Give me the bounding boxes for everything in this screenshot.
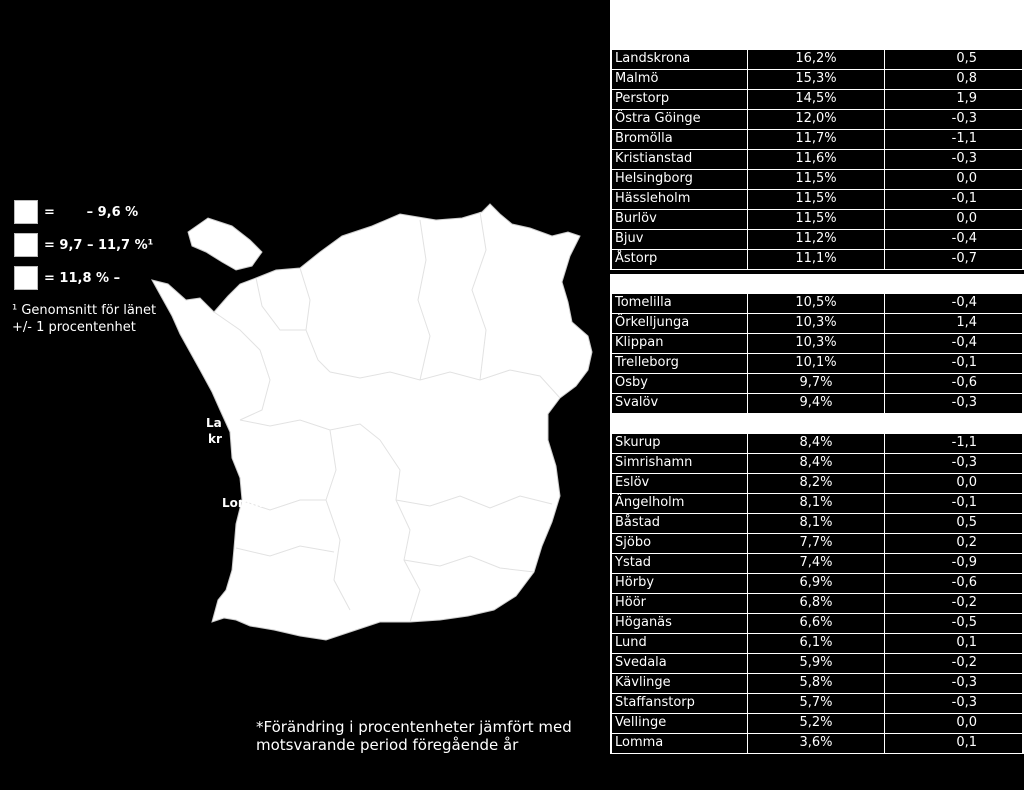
rate-cell: 8,4% [748, 454, 885, 474]
change-cell: 0,2 [885, 534, 1024, 554]
rate-cell: 5,2% [748, 714, 885, 734]
municipality-cell: Landskrona [610, 50, 748, 70]
table-row [610, 250, 1024, 270]
legend-label-mid: = 9,7 – 11,7 %¹ [44, 237, 154, 253]
legend-swatch-mid [14, 233, 38, 257]
table-row [610, 594, 1024, 614]
change-cell: -0,6 [885, 374, 1024, 394]
rate-cell: 7,4% [748, 554, 885, 574]
change-cell: -0,3 [885, 694, 1024, 714]
change-cell: -0,2 [885, 654, 1024, 674]
table-row [610, 494, 1024, 514]
change-cell: -0,9 [885, 554, 1024, 574]
table-header [610, 0, 1024, 50]
rate-cell: 3,6% [748, 734, 885, 754]
change-cell: -0,4 [885, 294, 1024, 314]
table-row [610, 334, 1024, 354]
municipality-cell: Ystad [610, 554, 748, 574]
change-cell: 0,1 [885, 634, 1024, 654]
unemployment-table [610, 0, 1024, 790]
change-cell: 0,5 [885, 50, 1024, 70]
municipality-cell: Hässleholm [610, 190, 748, 210]
change-cell: -0,1 [885, 494, 1024, 514]
legend-note [12, 302, 156, 336]
table-row [610, 70, 1024, 90]
footnote-line1: *Förändring i procentenheter jämfört med [256, 718, 572, 736]
rate-cell: 11,5% [748, 190, 885, 210]
table-row [610, 674, 1024, 694]
table-row [610, 614, 1024, 634]
legend-note-line1: ¹ Genomsnitt för länet [12, 303, 157, 318]
rate-cell: 5,8% [748, 674, 885, 694]
change-cell: 0,0 [885, 170, 1024, 190]
table-group-low [610, 414, 1024, 754]
map-region-kullen [188, 218, 262, 270]
rate-cell: 5,9% [748, 654, 885, 674]
change-cell: -0,6 [885, 574, 1024, 594]
table-row [610, 394, 1024, 414]
municipality-cell: Ängelholm [610, 494, 748, 514]
rate-cell: 11,5% [748, 210, 885, 230]
rate-cell: 15,3% [748, 70, 885, 90]
rate-cell: 5,7% [748, 694, 885, 714]
table-row [610, 294, 1024, 314]
change-cell: -0,2 [885, 594, 1024, 614]
map-label-vellinge: V [232, 582, 242, 596]
rate-cell: 8,2% [748, 474, 885, 494]
table-group-low-label [610, 414, 1024, 434]
legend-label-high: = 11,8 % – [44, 270, 121, 286]
municipality-cell: Skurup [610, 434, 748, 454]
rate-cell: 6,1% [748, 634, 885, 654]
change-cell: -0,1 [885, 354, 1024, 374]
table-row [610, 314, 1024, 334]
table-row [610, 110, 1024, 130]
rate-cell: 10,3% [748, 334, 885, 354]
table-row [610, 634, 1024, 654]
change-cell: -0,7 [885, 250, 1024, 270]
rate-cell: 8,4% [748, 434, 885, 454]
municipality-cell: Kristianstad [610, 150, 748, 170]
map-label-landskrona-1: La [206, 416, 222, 430]
table-row [610, 694, 1024, 714]
rate-cell: 9,7% [748, 374, 885, 394]
municipality-cell: Höganäs [610, 614, 748, 634]
municipality-cell: Åstorp [610, 250, 748, 270]
table-row [610, 374, 1024, 394]
rate-cell: 11,5% [748, 170, 885, 190]
municipality-cell: Vellinge [610, 714, 748, 734]
municipality-cell: Sjöbo [610, 534, 748, 554]
footnote-line2: motsvarande period föregående år [256, 736, 519, 754]
change-cell: -0,3 [885, 110, 1024, 130]
municipality-cell: Malmö [610, 70, 748, 90]
table-row [610, 534, 1024, 554]
change-cell: -0,4 [885, 230, 1024, 250]
table-row [610, 170, 1024, 190]
change-cell: -0,5 [885, 614, 1024, 634]
change-cell: -1,1 [885, 434, 1024, 454]
legend-swatch-high [14, 266, 38, 290]
municipality-cell: Tomelilla [610, 294, 748, 314]
table-row [610, 90, 1024, 110]
change-cell: 0,0 [885, 714, 1024, 734]
rate-cell: 8,1% [748, 514, 885, 534]
municipality-cell: Höör [610, 594, 748, 614]
municipality-cell: Perstorp [610, 90, 748, 110]
rate-cell: 11,6% [748, 150, 885, 170]
change-cell: 0,0 [885, 210, 1024, 230]
table-group-high [610, 50, 1024, 270]
change-cell: -0,4 [885, 334, 1024, 354]
municipality-cell: Eslöv [610, 474, 748, 494]
change-cell: -0,1 [885, 190, 1024, 210]
municipality-cell: Helsingborg [610, 170, 748, 190]
rate-cell: 6,6% [748, 614, 885, 634]
change-cell: -0,3 [885, 454, 1024, 474]
rate-cell: 10,1% [748, 354, 885, 374]
table-row [610, 514, 1024, 534]
table-row [610, 474, 1024, 494]
table-row [610, 714, 1024, 734]
table-row [610, 454, 1024, 474]
table-row [610, 434, 1024, 454]
change-cell: -0,3 [885, 394, 1024, 414]
change-cell: 0,1 [885, 734, 1024, 754]
municipality-cell: Båstad [610, 514, 748, 534]
table-row [610, 654, 1024, 674]
municipality-cell: Trelleborg [610, 354, 748, 374]
rate-cell: 10,3% [748, 314, 885, 334]
change-cell: 0,5 [885, 514, 1024, 534]
table-row [610, 554, 1024, 574]
rate-cell: 16,2% [748, 50, 885, 70]
municipality-cell: Burlöv [610, 210, 748, 230]
municipality-cell: Osby [610, 374, 748, 394]
table-group-high-label [610, 274, 1024, 294]
municipality-cell: Bjuv [610, 230, 748, 250]
table-row [610, 574, 1024, 594]
table-row [610, 210, 1024, 230]
map-label-burlov: Burl [236, 524, 264, 538]
legend-item-low [14, 200, 138, 224]
rate-cell: 14,5% [748, 90, 885, 110]
table-row [610, 150, 1024, 170]
municipality-cell: Staffanstorp [610, 694, 748, 714]
change-cell: 0,0 [885, 474, 1024, 494]
change-cell: -0,3 [885, 674, 1024, 694]
municipality-cell: Lund [610, 634, 748, 654]
table-row [610, 230, 1024, 250]
rate-cell: 11,7% [748, 130, 885, 150]
municipality-cell: Bromölla [610, 130, 748, 150]
table-row [610, 130, 1024, 150]
footnote [256, 718, 572, 754]
map-label-landskrona-2: kr [208, 432, 222, 446]
municipality-cell: Örkelljunga [610, 314, 748, 334]
map-label-lomma: Lomm [222, 496, 263, 510]
legend-swatch-low [14, 200, 38, 224]
legend-item-mid [14, 233, 153, 257]
legend-label-low: = – 9,6 % [44, 204, 139, 220]
rate-cell: 6,9% [748, 574, 885, 594]
rate-cell: 6,8% [748, 594, 885, 614]
municipality-cell: Svalöv [610, 394, 748, 414]
rate-cell: 8,1% [748, 494, 885, 514]
table-row [610, 50, 1024, 70]
change-cell: 0,8 [885, 70, 1024, 90]
rate-cell: 9,4% [748, 394, 885, 414]
change-cell: -0,3 [885, 150, 1024, 170]
rate-cell: 11,1% [748, 250, 885, 270]
table-row [610, 190, 1024, 210]
municipality-cell: Klippan [610, 334, 748, 354]
change-cell: 1,4 [885, 314, 1024, 334]
change-cell: -1,1 [885, 130, 1024, 150]
change-cell: 1,9 [885, 90, 1024, 110]
municipality-cell: Hörby [610, 574, 748, 594]
municipality-cell: Östra Göinge [610, 110, 748, 130]
rate-cell: 12,0% [748, 110, 885, 130]
table-row [610, 354, 1024, 374]
municipality-cell: Simrishamn [610, 454, 748, 474]
legend-note-line2: +/- 1 procentenhet [12, 320, 136, 335]
rate-cell: 7,7% [748, 534, 885, 554]
table-group-mid [610, 274, 1024, 414]
rate-cell: 10,5% [748, 294, 885, 314]
legend-item-high [14, 266, 120, 290]
municipality-cell: Svedala [610, 654, 748, 674]
rate-cell: 11,2% [748, 230, 885, 250]
municipality-cell: Lomma [610, 734, 748, 754]
municipality-cell: Kävlinge [610, 674, 748, 694]
table-row [610, 734, 1024, 754]
